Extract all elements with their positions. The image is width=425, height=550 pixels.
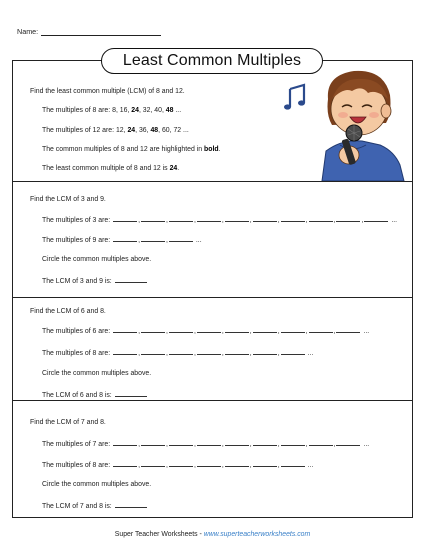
singing-boy-illustration	[282, 69, 412, 181]
lcm-answer-blank[interactable]	[115, 391, 147, 397]
section-divider	[13, 400, 412, 401]
lcm-answer-blank[interactable]	[115, 277, 147, 283]
answer-blank[interactable]	[309, 440, 333, 446]
problem-3-multiples-a: The multiples of 7 are: , , , , , , , , ...	[42, 441, 370, 448]
answer-blank[interactable]	[309, 216, 333, 222]
example-prompt: Find the least common multiple (LCM) of 8 and 12.	[30, 88, 185, 95]
problem-3-prompt: Find the LCM of 7 and 8.	[30, 419, 106, 426]
name-blank[interactable]	[41, 29, 161, 36]
example-multiples-a: The multiples of 8 are: 8, 16, 24, 32, 40, 48 ...	[42, 107, 182, 114]
answer-blank[interactable]	[141, 440, 165, 446]
answer-blank[interactable]	[141, 216, 165, 222]
answer-blank[interactable]	[197, 216, 221, 222]
answer-blank[interactable]	[253, 327, 277, 333]
answer-blank[interactable]	[336, 327, 360, 333]
example-least-note: The least common multiple of 8 and 12 is 24.	[42, 165, 180, 172]
answer-blank[interactable]	[113, 327, 137, 333]
problem-3-multiples-b: The multiples of 8 are: , , , , , , ...	[42, 462, 314, 469]
answer-blank[interactable]	[253, 349, 277, 355]
answer-blank[interactable]	[225, 461, 249, 467]
answer-blank[interactable]	[141, 461, 165, 467]
answer-blank[interactable]	[281, 440, 305, 446]
answer-blank[interactable]	[141, 236, 165, 242]
answer-blank[interactable]	[169, 216, 193, 222]
answer-blank[interactable]	[281, 461, 305, 467]
problem-2-circle-instruction: Circle the common multiples above.	[42, 370, 152, 377]
problem-3-circle-instruction: Circle the common multiples above.	[42, 481, 152, 488]
answer-blank[interactable]	[225, 440, 249, 446]
answer-blank[interactable]	[197, 349, 221, 355]
answer-blank[interactable]	[281, 327, 305, 333]
page-title: Least Common Multiples	[101, 48, 323, 74]
example-common-note: The common multiples of 8 and 12 are highlighted in bold.	[42, 146, 221, 153]
problem-1-multiples-a: The multiples of 3 are: , , , , , , , , , ...	[42, 217, 398, 224]
answer-blank[interactable]	[169, 236, 193, 242]
answer-blank[interactable]	[197, 440, 221, 446]
answer-blank[interactable]	[225, 327, 249, 333]
answer-blank[interactable]	[336, 216, 360, 222]
music-note-icon	[284, 85, 305, 110]
problem-2-answer: The LCM of 6 and 8 is:	[42, 391, 148, 399]
example-multiples-b: The multiples of 12 are: 12, 24, 36, 48, 60, 72 ...	[42, 127, 189, 134]
answer-blank[interactable]	[281, 216, 305, 222]
answer-blank[interactable]	[169, 349, 193, 355]
answer-blank[interactable]	[253, 440, 277, 446]
answer-blank[interactable]	[113, 461, 137, 467]
problem-2-multiples-a: The multiples of 6 are: , , , , , , , , ...	[42, 328, 370, 335]
section-divider	[13, 297, 412, 298]
answer-blank[interactable]	[253, 216, 277, 222]
answer-blank[interactable]	[113, 216, 137, 222]
answer-blank[interactable]	[225, 349, 249, 355]
footer-url-link[interactable]: www.superteacherworksheets.com	[203, 531, 311, 538]
answer-blank[interactable]	[113, 349, 137, 355]
answer-blank[interactable]	[169, 327, 193, 333]
answer-blank[interactable]	[113, 440, 137, 446]
answer-blank[interactable]	[336, 440, 360, 446]
name-label: Name:	[17, 27, 39, 36]
problem-2-multiples-b: The multiples of 8 are: , , , , , , ...	[42, 350, 314, 357]
answer-blank[interactable]	[141, 349, 165, 355]
problem-1-answer: The LCM of 3 and 9 is:	[42, 277, 148, 285]
lcm-answer-blank[interactable]	[115, 502, 147, 508]
answer-blank[interactable]	[281, 349, 305, 355]
section-divider	[13, 181, 412, 182]
problem-1-multiples-b: The multiples of 9 are: , , ...	[42, 237, 202, 244]
problem-3-answer: The LCM of 7 and 8 is:	[42, 502, 148, 510]
problem-2-prompt: Find the LCM of 6 and 8.	[30, 308, 106, 315]
problem-1-prompt: Find the LCM of 3 and 9.	[30, 196, 106, 203]
answer-blank[interactable]	[169, 440, 193, 446]
answer-blank[interactable]	[113, 236, 137, 242]
name-field	[17, 27, 161, 36]
answer-blank[interactable]	[197, 327, 221, 333]
footer-brand: Super Teacher Worksheets	[114, 531, 198, 538]
answer-blank[interactable]	[197, 461, 221, 467]
answer-blank[interactable]	[253, 461, 277, 467]
problem-1-circle-instruction: Circle the common multiples above.	[42, 256, 152, 263]
answer-blank[interactable]	[169, 461, 193, 467]
answer-blank[interactable]	[225, 216, 249, 222]
answer-blank[interactable]	[364, 216, 388, 222]
answer-blank[interactable]	[309, 327, 333, 333]
answer-blank[interactable]	[141, 327, 165, 333]
footer: Super Teacher Worksheets - www.superteacherworksheets.com	[114, 531, 311, 538]
